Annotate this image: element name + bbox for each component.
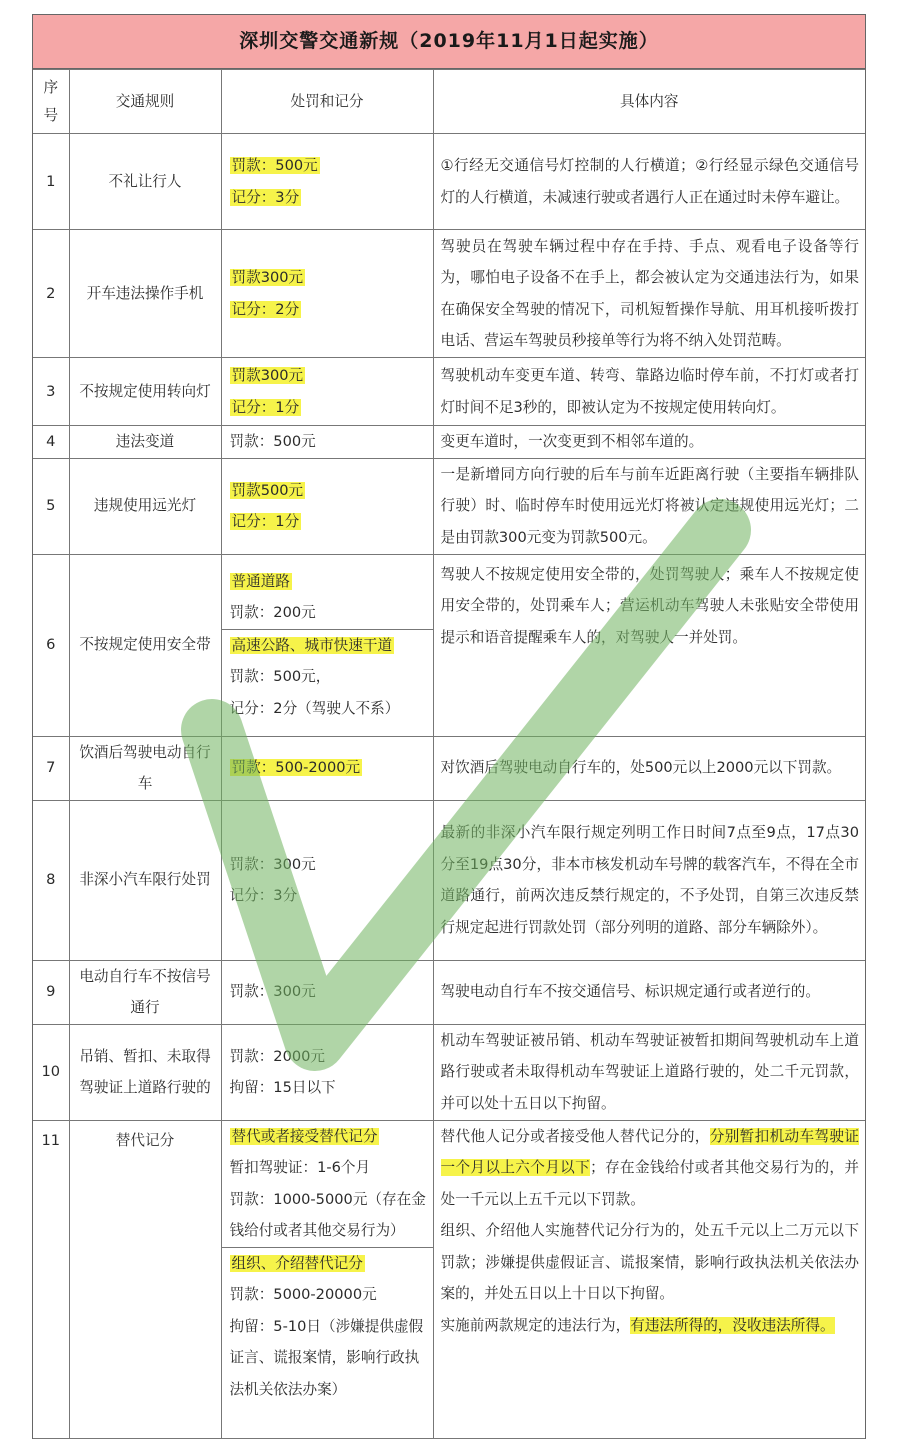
rule-name: 开车违法操作手机 — [69, 230, 221, 358]
table-row — [33, 960, 865, 1024]
penalty-cell — [221, 800, 433, 960]
details-cell: ①行经无交通信号灯控制的人行横道；②行经显示绿色交通信号灯的人行横道，未减速行驶或者遇行人正在通过时未停车避让。 — [433, 134, 865, 230]
penalty-cell — [221, 134, 433, 230]
row-number: 10 — [33, 1024, 69, 1120]
table-row — [33, 1120, 865, 1438]
row-number: 9 — [33, 960, 69, 1024]
penalty-line: 罚款500元 — [231, 481, 304, 499]
penalty-cell — [221, 554, 433, 736]
penalty-line: 记分：3分 — [231, 188, 300, 206]
penalty-line: 记分：2分（驾驶人不系） — [229, 699, 400, 717]
header-rule: 交通规则 — [69, 70, 221, 134]
row-number: 3 — [33, 358, 69, 426]
table-row — [33, 554, 865, 736]
penalty-sub-a — [230, 1121, 427, 1247]
penalty-line: 罚款：500元 — [231, 157, 318, 174]
penalty-line: 高速公路、城市快速干道 — [231, 636, 393, 654]
penalty-cell — [221, 960, 433, 1024]
rule-name: 替代记分 — [69, 1120, 221, 1438]
penalty-cell — [221, 458, 433, 554]
details-cell: 机动车驾驶证被吊销、机动车驾驶证被暂扣期间驾驶机动车上道路行驶或者未取得机动车驾驶证上道路行驶的，处二千元罚款，并可以处十五日以下拘留。 — [433, 1024, 865, 1120]
rule-name: 不按规定使用转向灯 — [69, 358, 221, 426]
table-row — [33, 458, 865, 554]
penalty-line: 拘留：5-10日（涉嫌提供虚假证言、谎报案情，影响行政执法机关依法办案） — [229, 1317, 424, 1398]
penalty-line: 普通道路 — [231, 572, 290, 590]
penalty-line: 拘留：15日以下 — [229, 1079, 336, 1096]
rule-name: 非深小汽车限行处罚 — [69, 800, 221, 960]
details-cell: 最新的非深小汽车限行规定列明工作日时间7点至9点，17点30分至19点30分，非本市核发机动车号牌的载客汽车，不得在全市道路通行，前两次违反禁行规定的，不予处罚，自第三次违反禁行规定起进行罚款处罚（部分列明的道路、部分车辆除外）。 — [433, 800, 865, 960]
details-cell: 驾驶电动自行车不按交通信号、标识规定通行或者逆行的。 — [433, 960, 865, 1024]
details-cell: 变更车道时，一次变更到不相邻车道的。 — [433, 426, 865, 459]
penalty-line: 替代或者接受替代记分 — [231, 1127, 378, 1145]
penalty-line: 记分：1分 — [231, 513, 300, 530]
row-number: 6 — [33, 554, 69, 736]
header-penalty: 处罚和记分 — [221, 70, 433, 134]
document-page — [32, 14, 866, 1439]
row-number: 8 — [33, 800, 69, 960]
penalty-line: 罚款：300元 — [229, 983, 316, 1001]
header-details: 具体内容 — [433, 70, 865, 134]
rule-name: 不按规定使用安全带 — [69, 554, 221, 736]
penalty-cell — [221, 736, 433, 800]
penalty-line: 罚款：500-2000元 — [231, 759, 361, 777]
details-cell: 驾驶员在驾驶车辆过程中存在手持、手点、观看电子设备等行为，哪怕电子设备不在手上，都会被认定为交通违法行为，如果在确保安全驾驶的情况下，司机短暂操作导航、用耳机接听拨打电话、营运车驾驶员秒接单等行为将不纳入处罚范畴。 — [433, 230, 865, 358]
table-header-row — [33, 70, 865, 134]
penalty-line: 罚款：500元 — [229, 433, 316, 450]
table-row — [33, 426, 865, 459]
penalty-cell — [221, 1120, 433, 1438]
details-cell: 驾驶机动车变更车道、转弯、靠路边临时停车前，不打灯或者打灯时间不足3秒的，即被认定为不按规定使用转向灯。 — [433, 358, 865, 426]
penalty-line: 记分：1分 — [231, 398, 300, 416]
penalty-line: 罚款：1000-5000元（存在金钱给付或者其他交易行为） — [229, 1190, 426, 1239]
penalty-line: 记分：3分 — [229, 887, 298, 904]
penalty-sub-a — [230, 566, 427, 629]
penalty-sub-b — [222, 1247, 433, 1406]
penalty-line: 罚款：300元 — [229, 855, 316, 873]
details-cell: 驾驶人不按规定使用安全带的，处罚驾驶人；乘车人不按规定使用安全带的，处罚乘车人；营运机动车驾驶人未张贴安全带使用提示和语音提醒乘车人的，对驾驶人一并处罚。 — [433, 554, 865, 736]
details-paragraph: 实施前两款规定的违法行为，有违法所得的，没收违法所得。 — [440, 1316, 835, 1334]
penalty-line: 罚款：500元， — [229, 668, 331, 686]
table-row — [33, 736, 865, 800]
row-number: 4 — [33, 426, 69, 459]
penalty-cell — [221, 426, 433, 459]
header-no: 序号 — [33, 70, 69, 134]
row-number: 1 — [33, 134, 69, 230]
table-row — [33, 230, 865, 358]
rule-name: 电动自行车不按信号通行 — [69, 960, 221, 1024]
rule-name: 违规使用远光灯 — [69, 458, 221, 554]
regulation-table — [33, 69, 865, 1439]
penalty-cell — [221, 230, 433, 358]
details-cell: 一是新增同方向行驶的后车与前车近距离行驶（主要指车辆排队行驶）时、临时停车时使用远光灯将被认定违规使用远光灯；二是由罚款300元变为罚款500元。 — [433, 458, 865, 554]
highlighted-text: 有违法所得的，没收违法所得。 — [630, 1316, 835, 1334]
row-number: 5 — [33, 458, 69, 554]
penalty-cell — [221, 358, 433, 426]
penalty-line: 暂扣驾驶证：1-6个月 — [229, 1159, 371, 1176]
row-number: 11 — [33, 1120, 69, 1438]
table-row — [33, 1024, 865, 1120]
details-paragraph: 组织、介绍他人实施替代记分行为的，处五千元以上二万元以下罚款；涉嫌提供虚假证言、谎报案情，影响行政执法机关依法办案的，并处五日以上十日以下拘留。 — [440, 1222, 859, 1302]
rule-name: 饮酒后驾驶电动自行车 — [69, 736, 221, 800]
rule-name: 吊销、暂扣、未取得驾驶证上道路行驶的 — [69, 1024, 221, 1120]
penalty-sub-b — [222, 629, 433, 725]
details-paragraph: 替代他人记分或者接受他人替代记分的，分别暂扣机动车驾驶证一个月以上六个月以下；存在金钱给付或者其他交易行为的，并处一千元以上五千元以下罚款。 — [440, 1127, 859, 1208]
penalty-line: 罚款：5000-20000元 — [229, 1286, 377, 1303]
details-cell: 对饮酒后驾驶电动自行车的，处500元以上2000元以下罚款。 — [433, 736, 865, 800]
details-cell — [433, 1120, 865, 1438]
rule-name: 违法变道 — [69, 426, 221, 459]
table-row — [33, 358, 865, 426]
penalty-cell — [221, 1024, 433, 1120]
penalty-line: 记分：2分 — [231, 300, 300, 318]
penalty-line: 组织、介绍替代记分 — [231, 1254, 363, 1272]
row-number: 7 — [33, 736, 69, 800]
penalty-line: 罚款300元 — [231, 269, 304, 286]
highlighted-text: 分别暂扣机动车驾驶证一个月以上六个月以下 — [440, 1127, 859, 1176]
penalty-line: 罚款：200元 — [229, 604, 316, 622]
table-row — [33, 134, 865, 230]
rule-name: 不礼让行人 — [69, 134, 221, 230]
row-number: 2 — [33, 230, 69, 358]
table-row — [33, 800, 865, 960]
penalty-line: 罚款：2000元 — [229, 1047, 326, 1065]
page-title: 深圳交警交通新规（2019年11月1日起实施） — [33, 14, 865, 69]
penalty-line: 罚款300元 — [231, 367, 304, 384]
